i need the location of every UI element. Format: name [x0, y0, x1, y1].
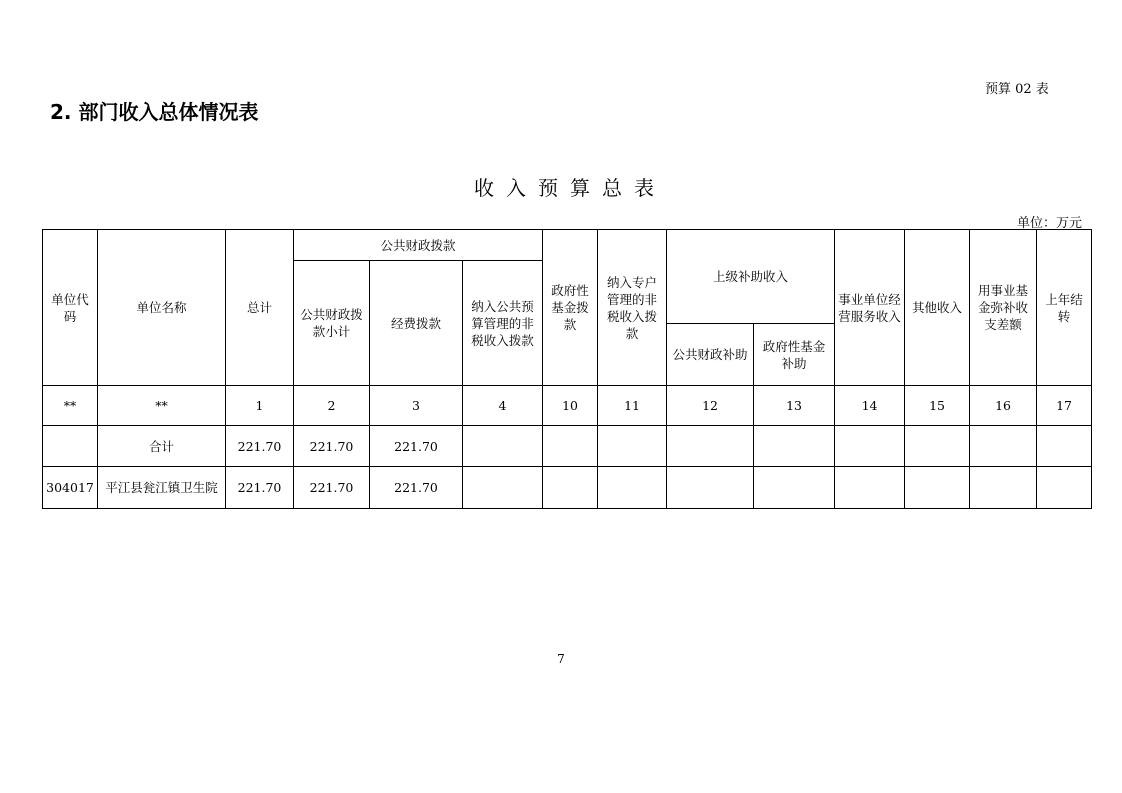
empty-cell — [754, 426, 835, 467]
index-cell: ** — [43, 386, 98, 426]
empty-cell — [835, 467, 905, 509]
header-public-budget-nontax: 纳入公共预算管理的非税收入拨款 — [463, 261, 543, 386]
header-reserve-gap: 用事业基金弥补收支差额 — [970, 230, 1037, 386]
form-number: 预算 02 表 — [985, 82, 1049, 97]
header-higher-subsidy-group: 上级补助收入 — [667, 230, 835, 324]
header-gov-fund-subsidy: 政府性基金补助 — [754, 324, 835, 386]
index-cell: ** — [98, 386, 226, 426]
total-cell: 221.70 — [226, 467, 294, 509]
header-special-nontax: 纳入专户管理的非税收入拨款 — [598, 230, 667, 386]
empty-cell — [598, 426, 667, 467]
empty-cell — [835, 426, 905, 467]
header-total: 总计 — [226, 230, 294, 386]
index-cell: 15 — [905, 386, 970, 426]
index-cell: 17 — [1037, 386, 1092, 426]
empty-cell — [754, 467, 835, 509]
index-cell: 4 — [463, 386, 543, 426]
unit-code-cell — [43, 426, 98, 467]
empty-cell — [598, 467, 667, 509]
header-unit-code: 单位代码 — [43, 230, 98, 386]
empty-cell — [905, 467, 970, 509]
empty-cell — [1037, 467, 1092, 509]
index-cell: 13 — [754, 386, 835, 426]
table-row-total — [43, 426, 1092, 467]
unit-name-cell: 合计 — [98, 426, 226, 467]
header-public-finance-subsidy: 公共财政补助 — [667, 324, 754, 386]
empty-cell — [463, 467, 543, 509]
public-finance-subtotal-cell: 221.70 — [294, 467, 370, 509]
unit-name-cell: 平江县瓮江镇卫生院 — [98, 467, 226, 509]
funding-allocation-cell: 221.70 — [370, 467, 463, 509]
header-public-finance-group: 公共财政拨款 — [294, 230, 543, 261]
table-row-unit — [43, 467, 1092, 509]
index-cell: 14 — [835, 386, 905, 426]
page-number: 7 — [557, 652, 565, 666]
empty-cell — [667, 426, 754, 467]
unit-label: 单位：万元 — [1016, 216, 1082, 231]
header-operating-service-income: 事业单位经营服务收入 — [835, 230, 905, 386]
header-unit-name: 单位名称 — [98, 230, 226, 386]
index-cell: 10 — [543, 386, 598, 426]
empty-cell — [905, 426, 970, 467]
index-cell: 3 — [370, 386, 463, 426]
index-cell: 1 — [226, 386, 294, 426]
total-cell: 221.70 — [226, 426, 294, 467]
income-budget-table — [42, 229, 1092, 509]
index-cell: 2 — [294, 386, 370, 426]
index-cell: 16 — [970, 386, 1037, 426]
empty-cell — [463, 426, 543, 467]
empty-cell — [543, 467, 598, 509]
empty-cell — [970, 467, 1037, 509]
table-title: 收入预算总表 — [474, 176, 666, 200]
index-cell: 12 — [667, 386, 754, 426]
header-public-finance-subtotal: 公共财政拨款小计 — [294, 261, 370, 386]
funding-allocation-cell: 221.70 — [370, 426, 463, 467]
public-finance-subtotal-cell: 221.70 — [294, 426, 370, 467]
unit-code-cell: 304017 — [43, 467, 98, 509]
empty-cell — [667, 467, 754, 509]
empty-cell — [1037, 426, 1092, 467]
header-row-1 — [43, 230, 1092, 261]
empty-cell — [970, 426, 1037, 467]
empty-cell — [543, 426, 598, 467]
header-funding-allocation: 经费拨款 — [370, 261, 463, 386]
index-cell: 11 — [598, 386, 667, 426]
header-prior-carryover: 上年结转 — [1037, 230, 1092, 386]
section-title: 2. 部门收入总体情况表 — [50, 100, 259, 124]
header-other-income: 其他收入 — [905, 230, 970, 386]
index-row — [43, 386, 1092, 426]
header-gov-fund-allocation: 政府性基金拨款 — [543, 230, 598, 386]
